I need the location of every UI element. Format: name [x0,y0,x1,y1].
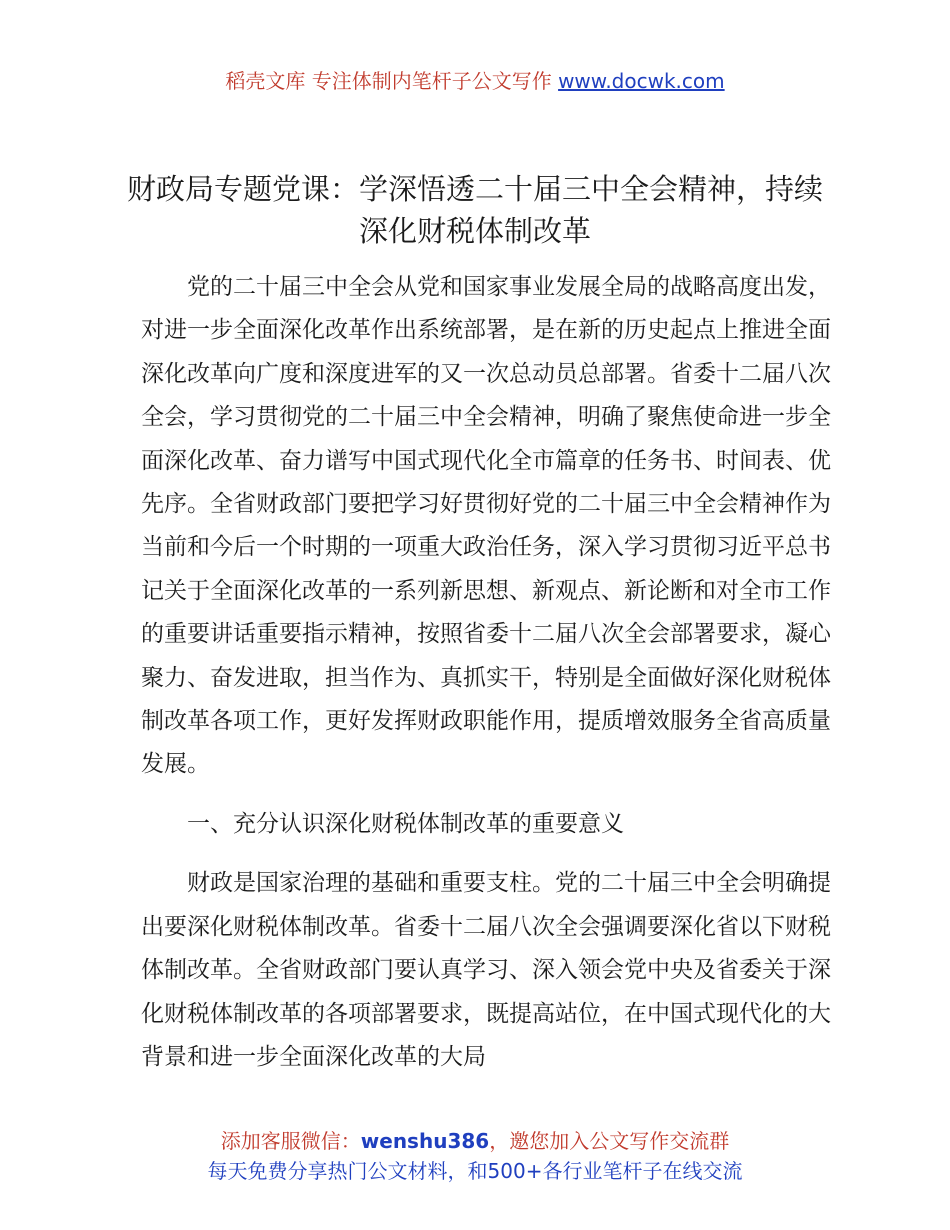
footer-suffix: ，邀您加入公文写作交流群 [489,1129,730,1153]
body-paragraph: 党的二十届三中全会从党和国家事业发展全局的战略高度出发，对进一步全面深化改革作出系统部署，是在新的历史起点上推进全面深化改革向广度和深度进军的又一次总动员总部署。省委十二届八次全会，学习贯彻党的二十届三中全会精神，明确了聚焦使命进一步全面深化改革、奋力谱写中国式现代化全市篇章的任务书、时间表、优先序。全省财政部门要把学习好贯彻好党的二十届三中全会精神作为当前和今后一个时期的一项重大政治任务，深入学习贯彻习近平总书记关于全面深化改革的一系列新思想、新观点、新论断和对全市工作的重要讲话重要指示精神，按照省委十二届八次全会部署要求，凝心聚力、奋发进取，担当作为、真抓实干，特别是全面做好深化财税体制改革各项工作，更好发挥财政职能作用，提质增效服务全省高质量发展。 [141,274,831,778]
section-heading: 一、充分认识深化财税体制改革的重要意义 [187,810,624,837]
footer-line-2: 每天免费分享热门公文材料，和500+各行业笔杆子在线交流 [207,1159,743,1183]
page-footer [0,1126,950,1186]
document-title: 财政局专题党课：学深悟透二十届三中全会精神，持续深化财税体制改革 [126,172,823,248]
wechat-id: wenshu386 [360,1129,490,1153]
body-paragraph: 财政是国家治理的基础和重要支柱。党的二十届三中全会明确提出要深化财税体制改革。省委十二届八次全会强调要深化省以下财税体制改革。全省财政部门要认真学习、深入领会党中央及省委关于深化财税体制改革的各项部署要求，既提高站位，在中国式现代化的大背景和进一步全面深化改革的大局 [141,870,831,1070]
document-body [141,266,831,1079]
page-header [0,66,950,96]
header-text: 稻壳文库 专注体制内笔杆子公文写作 [225,69,559,93]
header-link[interactable]: www.docwk.com [558,69,725,93]
footer-prefix: 添加客服微信： [220,1129,361,1153]
footer-line-1 [0,1126,950,1156]
